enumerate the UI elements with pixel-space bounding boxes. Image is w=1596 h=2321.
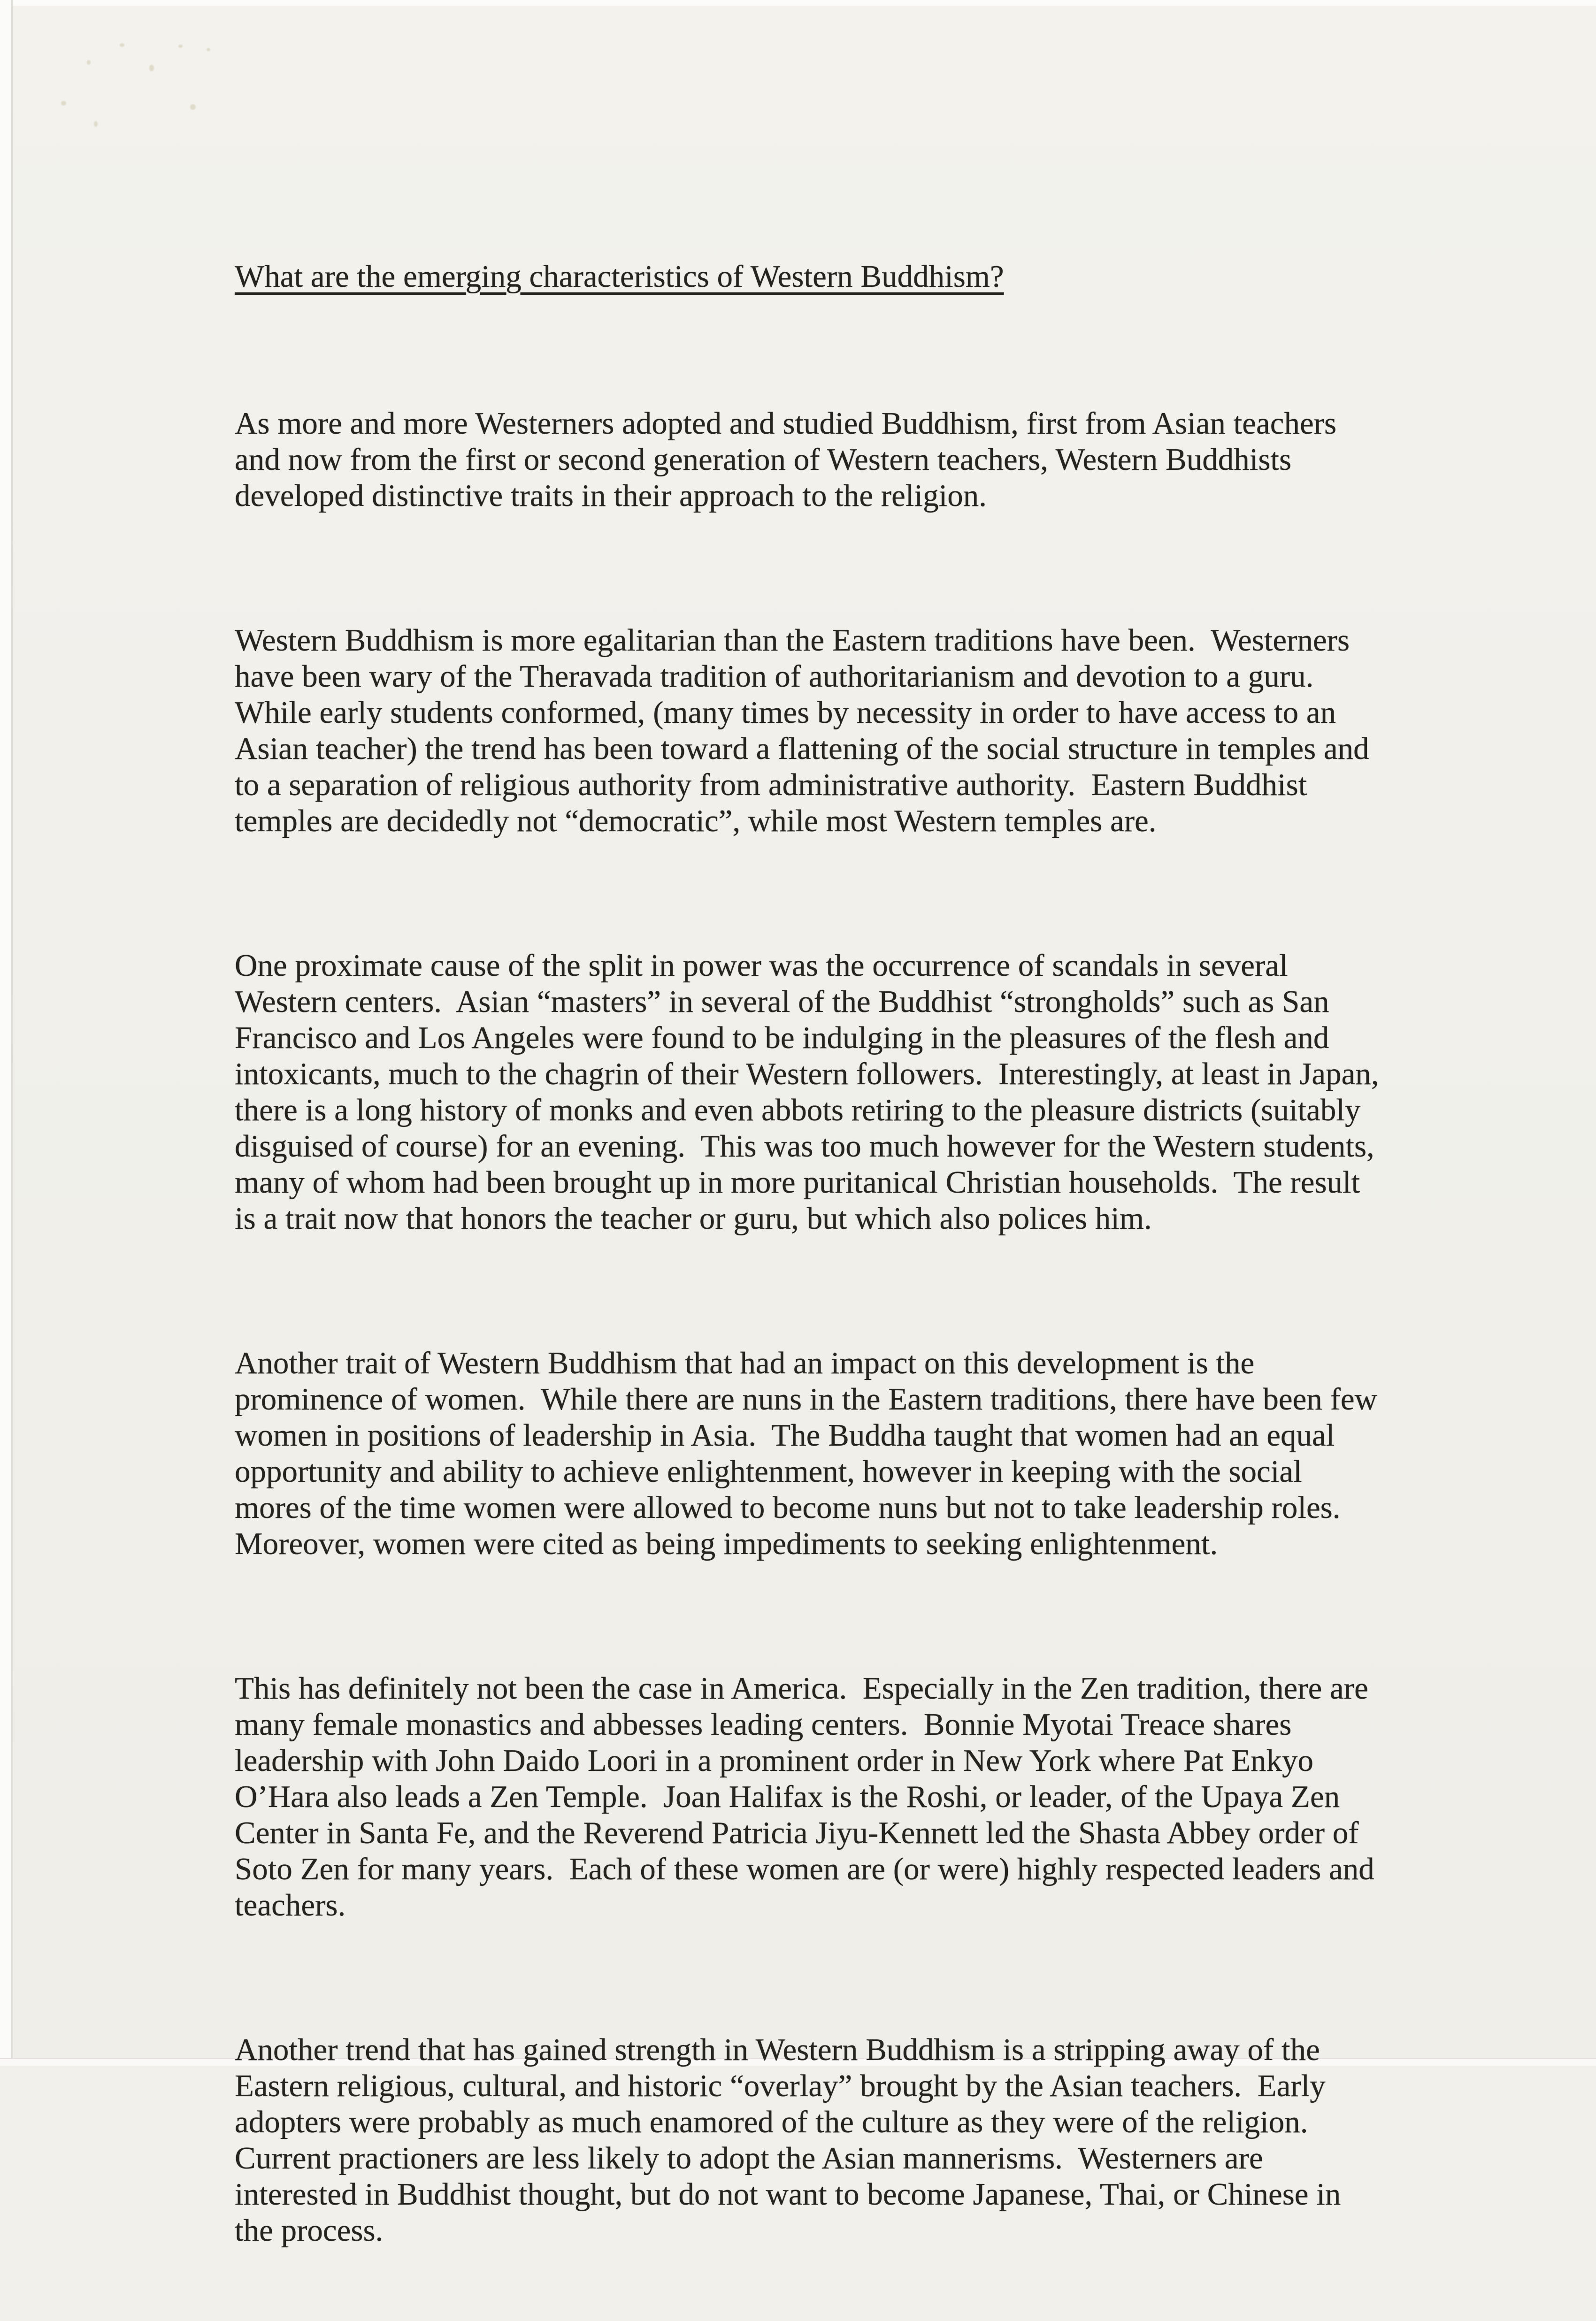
scan-speck	[87, 60, 91, 65]
paragraph: Western Buddhism is more egalitarian than the Eastern traditions have been. Westerners have been wary of the Theravada tradition of authoritarianism and devotion to a guru. While early students conformed, (many times by necessity in order to have access to an Asian teacher) the trend has been toward a flattening of the social structure in temples and to a separation of religious authority from administrative authority. Eastern Buddhist temples are decidedly not “democratic”, while most Western temples are.	[235, 623, 1377, 838]
scan-edge-top	[0, 0, 1596, 6]
scan-speck	[178, 45, 183, 48]
paragraph: As more and more Westerners adopted and studied Buddhism, first from Asian teachers and now from the first or second generation of Western teachers, Western Buddhists developed distinctive traits in their approach to the religion.	[235, 406, 1344, 513]
document-body	[235, 186, 1385, 2321]
scan-speck	[190, 104, 196, 110]
paragraph: Another trait of Western Buddhism that had an impact on this development is the prominence of women. While there are nuns in the Eastern traditions, there have been few women in positions of leadership in Asia. The Buddha taught that women had an equal opportunity and ability to achieve enlightenment, however in keeping with the social mores of the time women were allowed to become nuns but not to take leadership roles. Moreover, women were cited as being impediments to seeking enlightenment.	[235, 1346, 1385, 1561]
page-title: What are the emerging characteristics of Western Buddhism?	[235, 259, 1004, 294]
scan-speck	[207, 48, 210, 51]
scan-edge-left	[0, 0, 13, 2066]
scan-speck	[94, 121, 98, 127]
scan-speck	[149, 65, 154, 71]
paragraph: One proximate cause of the split in power was the occurrence of scandals in several Western centers. Asian “masters” in several of the Buddhist “strongholds” such as San Francisco and Los Angeles were found to be indulging in the pleasures of the flesh and intoxicants, much to the chagrin of their Western followers. Interestingly, at least in Japan, there is a long history of monks and even abbots retiring to the pleasure districts (suitably disguised of course) for an evening. This was too much however for the Western students, many of whom had been brought up in more puritanical Christian households. The result is a trait now that honors the teacher or guru, but which also polices him.	[235, 948, 1387, 1236]
scan-speck	[120, 43, 124, 47]
scan-speck	[61, 101, 66, 106]
paragraph: Another trend that has gained strength in Western Buddhism is a stripping away of the Eastern religious, cultural, and historic “overlay” brought by the Asian teachers. Early adopters were probably as much enamored of the culture as they were of the religion. Current practioners are less likely to adopt the Asian mannerisms. Westerners are interested in Buddhist thought, but do not want to become Japanese, Thai, or Chinese in the process.	[235, 2032, 1349, 2248]
paragraph: This has definitely not been the case in America. Especially in the Zen tradition, there are many female monastics and abbesses leading centers. Bonnie Myotai Treace shares leadership with John Daido Loori in a prominent order in New York where Pat Enkyo O’Hara also leads a Zen Temple. Joan Halifax is the Roshi, or leader, of the Upaya Zen Center in Santa Fe, and the Reverend Patricia Jiyu-Kennett led the Shasta Abbey order of Soto Zen for many years. Each of these women are (or were) highly respected leaders and teachers.	[235, 1671, 1382, 1923]
